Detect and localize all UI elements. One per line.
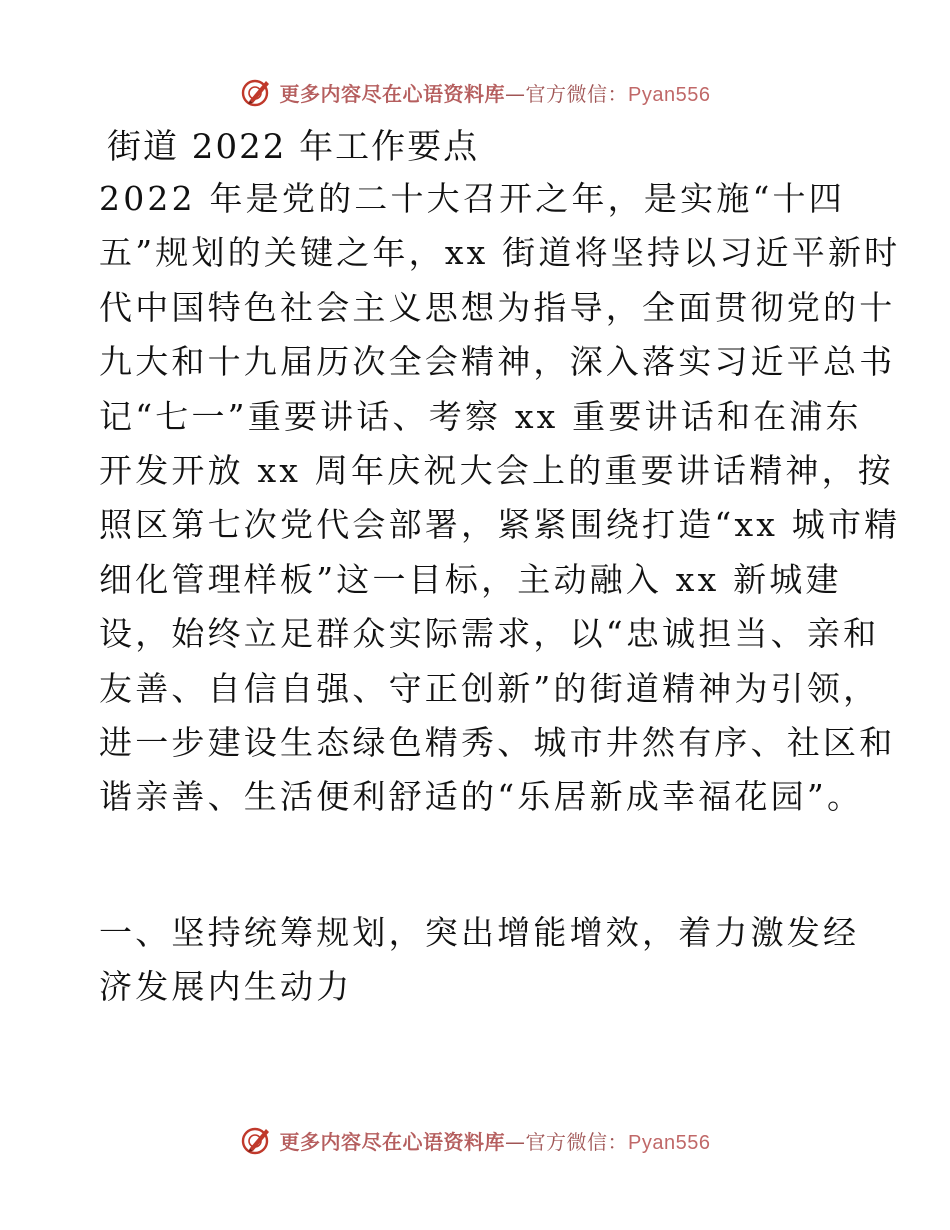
watermark-official: 官方微信： bbox=[525, 81, 629, 106]
watermark-text bbox=[280, 78, 711, 107]
heading-line: 济发展内生动力 bbox=[99, 967, 353, 1007]
document-title: 街道 2022 年工作要点 bbox=[107, 127, 480, 167]
pen-logo-icon bbox=[240, 1124, 272, 1156]
watermark-brand: 更多内容尽在心语资料库 bbox=[279, 81, 506, 106]
heading-line: 一、坚持统筹规划，突出增能增效，着力激发经 bbox=[99, 913, 860, 952]
watermark-brand: 更多内容尽在心语资料库 bbox=[279, 1129, 506, 1154]
watermark-official: 官方微信： bbox=[525, 1129, 629, 1154]
paragraph-line: 开发开放 xx 周年庆祝大会上的重要讲话精神，按 bbox=[99, 451, 895, 491]
paragraph-line: 2022 年是党的二十大召开之年，是实施“十四 bbox=[99, 179, 845, 218]
paragraph-line: 设，始终立足群众实际需求，以“忠诚担当、亲和 bbox=[99, 614, 880, 654]
paragraph-line: 代中国特色社会主义思想为指导，全面贯彻党的十 bbox=[99, 287, 896, 327]
paragraph-line: 谐亲善、生活便利舒适的“乐居新成幸福花园”。 bbox=[99, 777, 864, 817]
watermark-separator: — bbox=[505, 81, 526, 106]
watermark-header bbox=[0, 72, 950, 112]
paragraph-line: 五”规划的关键之年，xx 街道将坚持以习近平新时 bbox=[99, 233, 901, 273]
paragraph-line: 进一步建设生态绿色精秀、城市井然有序、社区和 bbox=[99, 723, 896, 763]
watermark-wechat-id: Pyan556 bbox=[628, 83, 711, 106]
watermark-separator: — bbox=[505, 1129, 526, 1154]
paragraph-line: 友善、自信自强、守正创新”的街道精神为引领， bbox=[99, 668, 880, 708]
watermark-footer bbox=[0, 1120, 950, 1160]
intro-paragraph bbox=[99, 172, 901, 825]
watermark-wechat-id: Pyan556 bbox=[628, 1131, 711, 1154]
paragraph-line: 九大和十九届历次全会精神，深入落实习近平总书 bbox=[99, 342, 896, 382]
paragraph-line: 照区第七次党代会部署，紧紧围绕打造“xx 城市精 bbox=[99, 505, 901, 545]
pen-logo-icon bbox=[240, 76, 272, 108]
paragraph-line: 记“七一”重要讲话、考察 xx 重要讲话和在浦东 bbox=[99, 396, 862, 436]
paragraph-line: 细化管理样板”这一目标，主动融入 xx 新城建 bbox=[99, 559, 842, 599]
watermark-text bbox=[280, 1126, 711, 1155]
section-heading-1 bbox=[99, 906, 859, 1015]
